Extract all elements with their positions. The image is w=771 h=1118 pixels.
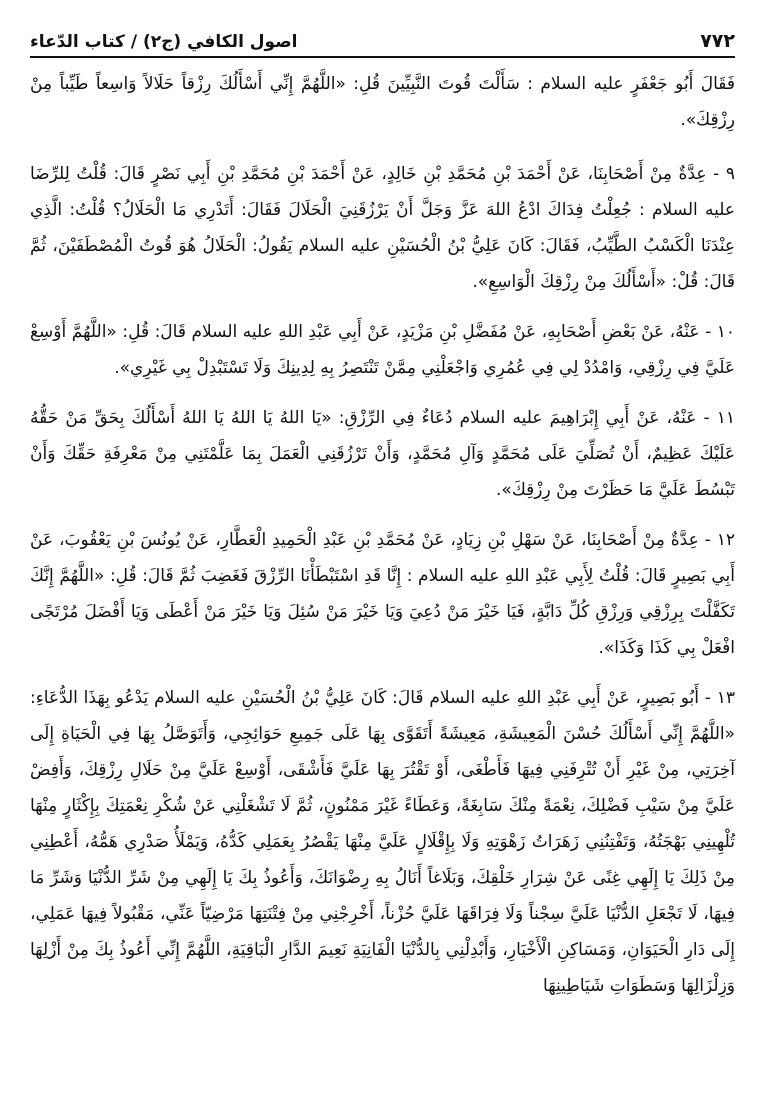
header-rule <box>30 56 735 58</box>
page-header <box>30 18 735 52</box>
page-number: ٧٧٢ <box>700 30 735 52</box>
hadith-12: ١٢ - عِدَّةٌ مِنْ أَصْحَابِنَا، عَنْ سَهْلِ بْنِ زِيَادٍ، عَنْ مُحَمَّدِ بْنِ عَبْدِ الْحَمِيدِ الْعَطَّارِ، عَنْ يُونُسَ بْنِ يَعْقُوبَ، عَنْ أَبِي بَصِيرٍ قَالَ: قُلْتُ لِأَبِي عَبْدِ اللهِ عليه السلام : إِنَّا قَدِ اسْتَبْطَأْنَا الرِّزْقَ فَغَضِبَ ثُمَّ قَالَ: قُلِ: «اللَّهُمَّ إِنَّكَ تَكَفَّلْتَ بِرِزْقِي وَرِزْقِ كُلِّ دَابَّةٍ، فَيَا خَيْرَ مَنْ دُعِيَ وَيَا خَيْرَ مَنْ سُئِلَ وَيَا خَيْرَ مَنْ أَعْطَى وَيَا أَفْضَلَ مُرْتَجًى افْعَلْ بِي كَذَا وَكَذَا». <box>30 530 735 658</box>
hadith-13: ١٣ - أَبُو بَصِيرٍ، عَنْ أَبِي عَبْدِ اللهِ عليه السلام قَالَ: كَانَ عَلِيُّ بْنُ الْحُسَيْنِ عليه السلام يَدْعُو بِهَذَا الدُّعَاءِ: «اللَّهُمَّ إِنِّي أَسْأَلُكَ حُسْنَ الْمَعِيشَةِ، مَعِيشَةً أَتَقَوَّى بِهَا عَلَى جَمِيعِ حَوَائِجِي، وَأَتَوَصَّلُ بِهَا فِي الْحَيَاةِ إِلَى آخِرَتِي، مِنْ غَيْرِ أَنْ تُتْرِفَنِي فِيهَا فَأَطْغَى، أَوْ تَقْتُرَ بِهَا عَلَيَّ فَأَشْقَى، أَوْسِعْ عَلَيَّ مِنْ حَلَالِ رِزْقِكَ، وَأَفِضْ عَلَيَّ مِنْ سَيْبِ فَضْلِكَ، نِعْمَةً مِنْكَ سَابِغَةً، وَعَطَاءً غَيْرَ مَمْنُونٍ، ثُمَّ لَا تَشْغَلْنِي عَنْ شُكْرِ نِعْمَتِكَ بِإِكْثَارٍ مِنْهَا تُلْهِينِي بَهْجَتُهُ، وَتَفْتِنُنِي زَهَرَاتُ زَهْوَتِهِ وَلَا بِإِقْلَالٍ عَلَيَّ مِنْهَا يَقْصُرُ بِعَمَلِي كَدُّهُ، وَيَمْلَأُ صَدْرِي هَمُّهُ، أَعْطِنِي مِنْ ذَلِكَ يَا إِلَهِي غِنًى عَنْ شِرَارِ خَلْقِكَ، وَبَلَاغاً أَنَالُ بِهِ رِضْوَانَكَ، وَأَعُوذُ بِكَ يَا إِلَهِي مِنْ شَرِّ الدُّنْيَا وَشَرِّ مَا فِيهَا، لَا تَجْعَلِ الدُّنْيَا عَلَيَّ سِجْناً وَلَا فِرَاقَهَا عَلَيَّ حُزْناً، أَخْرِجْنِي مِنْ فِتْنَتِهَا مَرْضِيّاً عَنِّي، مَقْبُولاً فِيهَا عَمَلِي، إِلَى دَارِ الْحَيَوَانِ، وَمَسَاكِنِ الْأَخْيَارِ، وَأَبْدِلْنِي بِالدُّنْيَا الْفَانِيَةِ نَعِيمَ الدَّارِ الْبَاقِيَةِ، اللَّهُمَّ إِنِّي أَعُوذُ بِكَ مِنْ أَزْلِهَا وَزِلْزَالِهَا وَسَطَوَاتِ شَيَاطِينِهَا <box>30 688 735 996</box>
hadith-10: ١٠ - عَنْهُ، عَنْ بَعْضِ أَصْحَابِهِ، عَنْ مُفَضَّلِ بْنِ مَزْيَدٍ، عَنْ أَبِي عَبْدِ اللهِ عليه السلام قَالَ: قُلِ: «اللَّهُمَّ أَوْسِعْ عَلَيَّ فِي رِزْقِي، وَامْدُدْ لِي فِي عُمُرِي وَاجْعَلْنِي مِمَّنْ تَنْتَصِرُ بِهِ لِدِينِكَ وَلَا تَسْتَبْدِلْ بِي غَيْرِي». <box>30 322 735 378</box>
running-title: اصول الكافي (ج٢) / كتاب الدّعاء <box>30 32 298 52</box>
hadith-9: ٩ - عِدَّةٌ مِنْ أَصْحَابِنَا، عَنْ أَحْمَدَ بْنِ مُحَمَّدِ بْنِ خَالِدٍ، عَنْ أَحْمَدَ بْنِ مُحَمَّدِ بْنِ أَبِي نَصْرٍ قَالَ: قُلْتُ لِلرِّضَا عليه السلام : جُعِلْتُ فِدَاكَ ادْعُ اللهَ عَزَّ وَجَلَّ أَنْ يَرْزُقَنِيَ الْحَلَالَ فَقَالَ: أَتَدْرِي مَا الْحَلَالُ؟ قُلْتُ: الَّذِي عِنْدَنَا الْكَسْبُ الطَّيِّبُ، فَقَالَ: كَانَ عَلِيُّ بْنُ الْحُسَيْنِ عليه السلام يَقُولُ: الْحَلَالُ هُوَ قُوتُ الْمُصْطَفَيْنَ، ثُمَّ قَالَ: قُلْ: «أَسْأَلُكَ مِنْ رِزْقِكَ الْوَاسِعِ». <box>30 164 735 292</box>
page-body <box>30 66 735 1112</box>
hadith-11: ١١ - عَنْهُ، عَنْ أَبِي إِبْرَاهِيمَ عليه السلام دُعَاءٌ فِي الرِّزْقِ: «يَا اللهُ يَا اللهُ يَا اللهُ أَسْأَلُكَ بِحَقِّ مَنْ حَقُّهُ عَلَيْكَ عَظِيمٌ، أَنْ تُصَلِّيَ عَلَى مُحَمَّدٍ وَآلِ مُحَمَّدٍ، وَأَنْ تَرْزُقَنِي الْعَمَلَ بِمَا عَلَّمْتَنِي مِنْ مَعْرِفَةِ حَقِّكَ وَأَنْ تَبْسُطَ عَلَيَّ مَا حَظَرْتَ مِنْ رِزْقِكَ». <box>30 408 735 500</box>
paragraph-continuation: فَقَالَ أَبُو جَعْفَرٍ عليه السلام : سَأَلْتَ قُوتَ النَّبِيِّينَ قُلِ: «اللَّهُمَّ إِنِّي أَسْأَلُكَ رِزْقاً حَلَالاً وَاسِعاً طَيِّباً مِنْ رِزْقِكَ». <box>30 74 735 130</box>
